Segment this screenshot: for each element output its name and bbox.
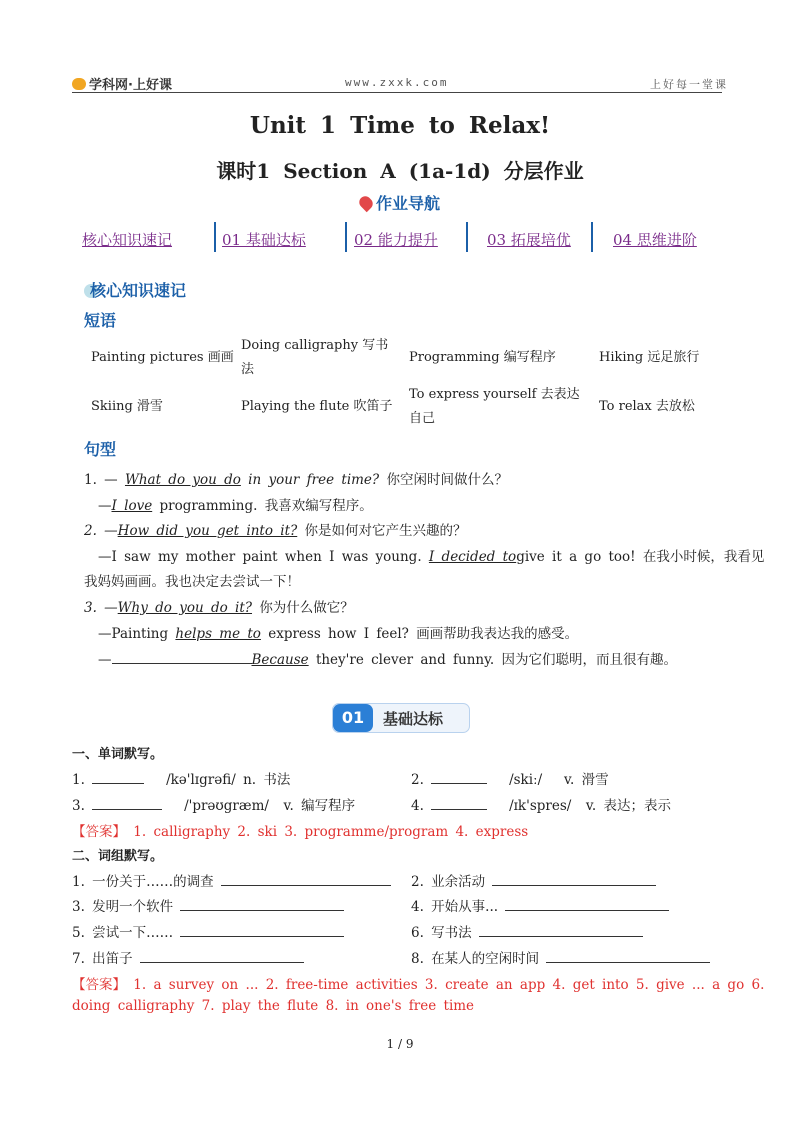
word-item: 2. /skiː/ v. 滑雪 [411, 772, 609, 788]
answer-fill: I love [111, 498, 153, 514]
phrase-item: 1. 一份关于……的调查 [72, 870, 391, 890]
blank-line [92, 809, 162, 810]
sentence-line: 1. — What do you do in your free time? 你空闲时间做什么？ [84, 472, 508, 488]
nav-heading: 作业导航 [0, 191, 800, 214]
blank-line [180, 936, 344, 937]
phrase-item: 8. 在某人的空闲时间 [411, 947, 710, 967]
phrase-cell: Doing calligraphy 写书 [241, 338, 389, 353]
logo-icon [72, 78, 86, 90]
phrase-cell: To express yourself 去表达 [409, 387, 580, 402]
site-slogan: 上好每一堂课 [650, 78, 728, 91]
word-item: 4. /ɪk'spres/ v. 表达；表示 [411, 798, 672, 814]
nav-link-core[interactable]: 核心知识速记 [82, 231, 173, 249]
site-url: www.zxxk.com [345, 76, 449, 89]
answer-line: doing calligraphy 7. play the flute 8. in one's free time [72, 998, 475, 1014]
page-subtitle: 课时1 Section A (1a-1d) 分层作业 [216, 159, 584, 183]
phrase-cell: 自己 [409, 411, 436, 426]
nav-divider [591, 222, 593, 252]
phrase-cell: 法 [241, 362, 255, 377]
blank-line [431, 783, 487, 784]
phrase-item: 7. 出笛子 [72, 947, 304, 967]
blank-line [112, 663, 252, 664]
phrase-item: 6. 写书法 [411, 921, 643, 941]
phrase-item: 5. 尝试一下…… [72, 921, 344, 941]
nav-link-extension[interactable]: 03 拓展培优 [487, 231, 571, 249]
sentences-heading: 句型 [84, 440, 117, 459]
phrase-cell: To relax 去放松 [599, 399, 695, 414]
badge-number: 01 [333, 704, 373, 732]
part1-heading: 一、单词默写。 [72, 747, 164, 762]
blank-line [221, 885, 391, 886]
site-logo: 学科网·上好课 [72, 74, 172, 93]
blank-line [140, 962, 304, 963]
header-divider [72, 92, 722, 93]
phrase-cell: Playing the flute 吹笛子 [241, 399, 393, 414]
answer-fill: What do you do [124, 472, 241, 488]
answer-fill: I decided to [428, 549, 517, 565]
core-heading: 核心知识速记 [84, 278, 186, 301]
blank-line [546, 962, 710, 963]
nav-divider [466, 222, 468, 252]
blank-line [92, 783, 144, 784]
phrase-cell: Skiing 滑雪 [91, 399, 163, 414]
sentence-line: —I saw my mother paint when I was young. I decided togive it a go too! 在我小时候，我看见 [98, 549, 765, 565]
answer-line: 【答案】 1. a survey on ... 2. free-time activities 3. create an app 4. get into 5. give ... a go 6. [72, 977, 765, 993]
phrase-item: 2. 业余活动 [411, 870, 656, 890]
answer-fill: helps me to [175, 626, 261, 642]
blank-line [431, 809, 487, 810]
badge-text: 基础达标 [383, 710, 444, 728]
phrase-cell: Programming 编写程序 [409, 350, 556, 365]
nav-link-basic[interactable]: 01 基础达标 [222, 231, 306, 249]
page-title: Unit 1 Time to Relax! [249, 112, 551, 139]
sentence-line: 我妈妈画画。我也决定去尝试一下！ [84, 574, 300, 590]
phrase-item: 4. 开始从事... [411, 895, 669, 915]
phrase-item: 3. 发明一个软件 [72, 895, 344, 915]
answer-fill: Because [251, 652, 309, 668]
nav-link-ability[interactable]: 02 能力提升 [354, 231, 438, 249]
part2-heading: 二、词组默写。 [72, 849, 164, 864]
word-item: 3. /'prəʊgræm/ v. 编写程序 [72, 798, 356, 814]
blank-line [492, 885, 656, 886]
sentence-line: —I love programming. 我喜欢编写程序。 [98, 498, 373, 514]
sentence-line: 3. —Why do you do it? 你为什么做它？ [84, 600, 354, 616]
blank-line [180, 910, 344, 911]
sentence-line: — Because they're clever and funny. 因为它们聪明，而且很有趣。 [98, 652, 678, 668]
location-pin-icon [357, 194, 375, 212]
phrase-cell: Hiking 远足旅行 [599, 350, 700, 365]
word-item: 1. /kə'lɪgrəfi/ n. 书法 [72, 772, 291, 788]
nav-link-thinking[interactable]: 04 思维进阶 [613, 231, 697, 249]
sentence-line: —Painting helps me to express how I feel? 画画帮助我表达我的感受。 [98, 626, 579, 642]
phrases-heading: 短语 [84, 311, 117, 330]
page-number: 1 / 9 [386, 1037, 414, 1051]
nav-divider [345, 222, 347, 252]
answer-line: 【答案】 1. calligraphy 2. ski 3. programme/program 4. express [72, 824, 529, 840]
section-badge-basic [332, 703, 470, 733]
phrase-cell: Painting pictures 画画 [91, 350, 234, 365]
blank-line [479, 936, 643, 937]
answer-fill: How did you get into it? [117, 523, 298, 539]
blank-line [505, 910, 669, 911]
answer-fill: Why do you do it? [117, 600, 253, 616]
sentence-line: 2. —How did you get into it? 你是如何对它产生兴趣的？ [84, 523, 467, 539]
nav-divider [214, 222, 216, 252]
